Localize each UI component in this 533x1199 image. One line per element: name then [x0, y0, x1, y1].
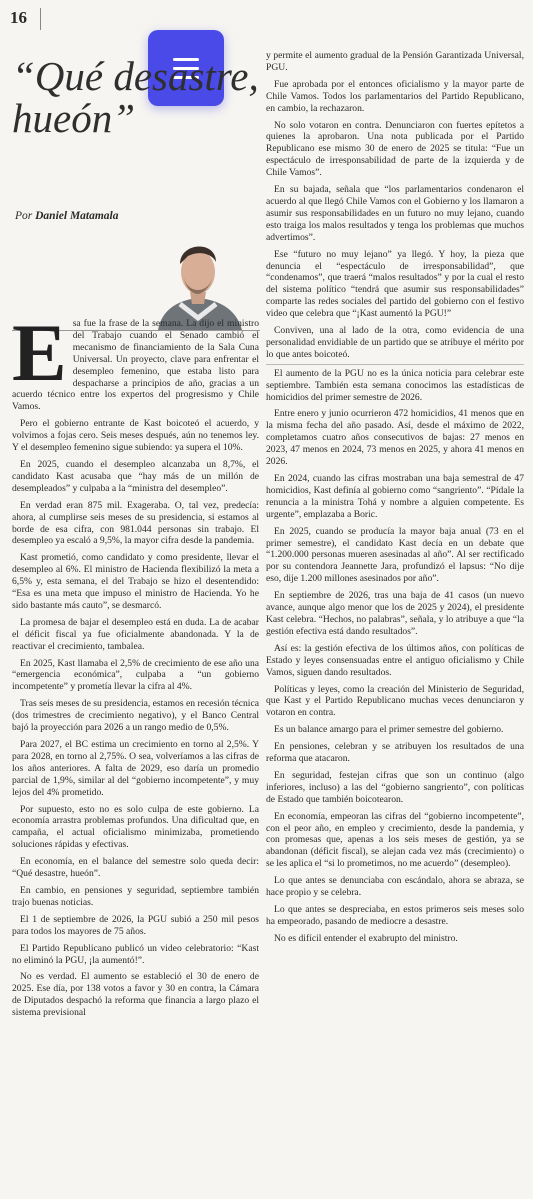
article-paragraph: En 2025, Kast llamaba el 2,5% de crecimiento de ese año una “emergencia económica”, culpaba a “un gobierno incompetente” y prometía llevar la cifra al 4%. — [12, 657, 259, 693]
article-paragraph: La promesa de bajar el desempleo está en duda. La de acabar el déficit fiscal ya fue oficialmente abandonada. Y la de reactivar el crecimiento, tambalea. — [12, 616, 259, 652]
article-paragraph: En cambio, en pensiones y seguridad, septiembre también trajo buenas noticias. — [12, 884, 259, 908]
article-paragraph: En septiembre de 2026, tras una baja de 41 casos (un nuevo avance, aunque algo menor que los de 2025 y 2024), el presidente Kast celebra. “Hechos, no palabras”, señala, y lo atribuye a que “la gestión efectiva está dando resultados”. — [266, 590, 524, 637]
article-paragraph: Fue aprobada por el entonces oficialismo y la mayor parte de Chile Vamos. Todos los parlamentarios del Partido Republicano, en cambio, la rechazaron. — [266, 78, 524, 114]
article-paragraph: Ese “futuro no muy lejano” ya llegó. Y hoy, la pieza que denuncia el “espectáculo de irresponsabilidad”, que “condenamos”, que traerá “malos resultados” y por la cual el resto del sistema político “tendrá que asumir sus responsabilidades” comparte las redes sociales del partido del gobierno con el festivo video que celebra que “¡Kast aumentó la PGU!” — [266, 248, 524, 320]
author-name: Daniel Matamala — [35, 210, 119, 222]
article-column-2 — [266, 50, 524, 950]
article-paragraph: Entre enero y junio ocurrieron 472 homicidios, 41 menos que en la misma fecha del año pasado. Así, desde el máximo de 2022, completamos cuatro años consecutivos de bajas: 27 menos en 2023, 47 menos en 2024, 73 menos en 2025, y ahora 41 menos en 2026. — [266, 408, 524, 468]
article-column-1 — [12, 307, 259, 1024]
article-paragraph: En verdad eran 875 mil. Exageraba. O, tal vez, predecía: ahora, al cumplirse seis meses de su presidencia, si estamos al borde de esa cifra, con 981.044 personas sin trabajo. El desempleo ya escaló a 9,5%, la mayor cifra desde la pandemia. — [12, 499, 259, 547]
drop-cap: E — [12, 307, 67, 398]
article-paragraph: En pensiones, celebran y se atribuyen los resultados de una reforma que atacaron. — [266, 741, 524, 765]
article-paragraph: El Partido Republicano publicó un video celebratorio: “Kast no eliminó la PGU, ¡la aumentó!”. — [12, 942, 259, 966]
page-number-divider — [40, 8, 41, 30]
article-paragraph: Así es: la gestión efectiva de los últimos años, con políticas de Estado y leyes consensuadas entre el antiguo oficialismo y Chile Vamos, siguen dando resultados. — [266, 642, 524, 678]
article-paragraph: Lo que antes se denunciaba con escándalo, ahora se abraza, se hace propio y se celebra. — [266, 875, 524, 899]
article-paragraph: Tras seis meses de su presidencia, estamos en recesión técnica (dos trimestres de crecimiento negativo), y el Banco Central bajó la proyección para 2026 a un rango medio de 0,5%. — [12, 698, 259, 734]
article-paragraph: Esa fue la frase de la semana. La dijo el ministro del Trabajo cuando el Senado cambió el mecanismo de financiamiento de la Sala Cuna Universal. Un proyecto, clave para enfrentar el desempleo femenino, que estaba listo para despacharse a principios de año, gracias a un acuerdo técnico entre los expertos del progresismo y Chile Vamos. — [12, 307, 259, 413]
article-paragraph: En 2025, cuando se producía la mayor baja anual (73 en el primer semestre), el candidato Kast decía en un debate que “1.200.000 personas mueren asesinadas al año”. Al ser rectificado por su contendora Jeannette Jara, profundizó el lapsus: “No dije eso, dije 1.200 millones asesinados por año”. — [266, 525, 524, 585]
article-paragraph: y permite el aumento gradual de la Pensión Garantizada Universal, PGU. — [266, 50, 524, 73]
column-divider — [266, 364, 524, 365]
article-paragraph: El aumento de la PGU no es la única noticia para celebrar este septiembre. También esta semana conocimos las estadísticas de homicidios del primer semestre de 2026. — [266, 367, 524, 403]
article-paragraph: En su bajada, señala que “los parlamentarios condenaron el acuerdo al que llegó Chile Vamos con el Gobierno y los llamaron a asumir sus responsabilidades en un futuro no muy lejano, cuando esto traiga los malos resultados y tenga los problemas que muchos advertimos”. — [266, 184, 524, 243]
article-paragraph: Es un balance amargo para el primer semestre del gobierno. — [274, 724, 504, 736]
article-paragraph: Para 2027, el BC estima un crecimiento en torno al 2,5%. Y para 2028, en torno al 2,75%. O sea, volveríamos a las cifras de los años anteriores. A falta de 2029, eso daría un promedio parcial de 1,9%, similar al del “gobierno incompetente”, y muy lejos del 4% prometido. — [12, 739, 259, 798]
article-paragraph: Conviven, una al lado de la otra, como evidencia de una personalidad envidiable de un partido que se atribuye el mérito por lo que antes boicoteó. — [266, 325, 524, 360]
article-paragraph: Políticas y leyes, como la creación del Ministerio de Seguridad, que Kast y el Partido Republicano muchas veces denunciaron y votaron en contra. — [266, 683, 524, 719]
article-headline: “Qué desastre, hueón” — [12, 53, 259, 141]
byline — [15, 210, 119, 222]
author-photo — [140, 222, 258, 330]
article-paragraph: En economía, empeoran las cifras del “gobierno incompetente”, con el peor año, en empleo y crecimiento, desde la pandemia, y con promesas que, apenas a los seis meses de gestión, ya se abandonan (déficit fiscal), se alejan cada vez más (crecimiento) o se les aplica el “si lo prometimos, no me acuerdo” (desempleo). — [266, 810, 524, 870]
article-paragraph: Por supuesto, esto no es solo culpa de este gobierno. La economía arrastra problemas profundos. Una dificultad que, en campaña, el actual oficialismo minimizaba, prometiendo soluciones rápidas y efectivas. — [12, 803, 259, 851]
article-paragraph: No es verdad. El aumento se estableció el 30 de enero de 2025. Ese día, por 138 votos a favor y 30 en contra, la Cámara de Diputados despachó la reforma que financia a largo plazo el sistema previsional — [12, 971, 259, 1019]
article-paragraph: El 1 de septiembre de 2026, la PGU subió a 250 mil pesos para todos los mayores de 75 años. — [12, 913, 259, 937]
byline-prefix: Por — [15, 210, 36, 222]
article-paragraph: En 2024, cuando las cifras mostraban una baja semestral de 47 homicidios, Kast definía al gobierno como “sangriento”. “Pídale la renuncia a la ministra Tohá y nombre a alguien competente. Es urgente”, emplazaba a Boric. — [266, 473, 524, 520]
article-paragraph: Pero el gobierno entrante de Kast boicoteó el acuerdo, y volvimos a fojas cero. Seis meses después, aún no tenemos ley. Y el desempleo femenino sigue subiendo: ya supera el 10%. — [12, 418, 259, 454]
article-paragraph: En seguridad, festejan cifras que son un continuo (algo inferiores, incluso) a las del “gobierno sangriento”, con políticas de Estado que también boicotearon. — [266, 769, 524, 805]
page-number: 16 — [10, 8, 27, 27]
article-paragraph: No es difícil entender el exabrupto del ministro. — [274, 932, 458, 944]
article-paragraph: Kast prometió, como candidato y como presidente, llevar el desempleo al 6%. El ministro de Hacienda flexibilizó la meta a 6,5% y, esta semana, el del Trabajo se hizo el desentendido: “Esa es una meta que impuso el ministro de Hacienda. Yo he sido bastante más cauto”, se desmarcó. — [12, 552, 259, 611]
article-paragraph: En 2025, cuando el desempleo alcanzaba un 8,7%, el candidato Kast acusaba que “hay más de un millón de desempleados” y culpaba a la “ministra del desempleo”. — [12, 458, 259, 494]
article-paragraph: No solo votaron en contra. Denunciaron con fuertes epítetos a quienes la aprobaron. Una nota publicada por el Partido Republicano ese mismo 30 de enero de 2025 se titula: “Fue un espectáculo de irresponsabilidad de parte de la izquierda y de Chile Vamos”. — [266, 119, 524, 179]
article-paragraph: En economía, en el balance del semestre solo queda decir: “Qué desastre, hueón”. — [12, 856, 259, 880]
article-paragraph: Lo que antes se despreciaba, en estos primeros seis meses solo ha empeorado, pasando de mediocre a desastre. — [266, 904, 524, 927]
